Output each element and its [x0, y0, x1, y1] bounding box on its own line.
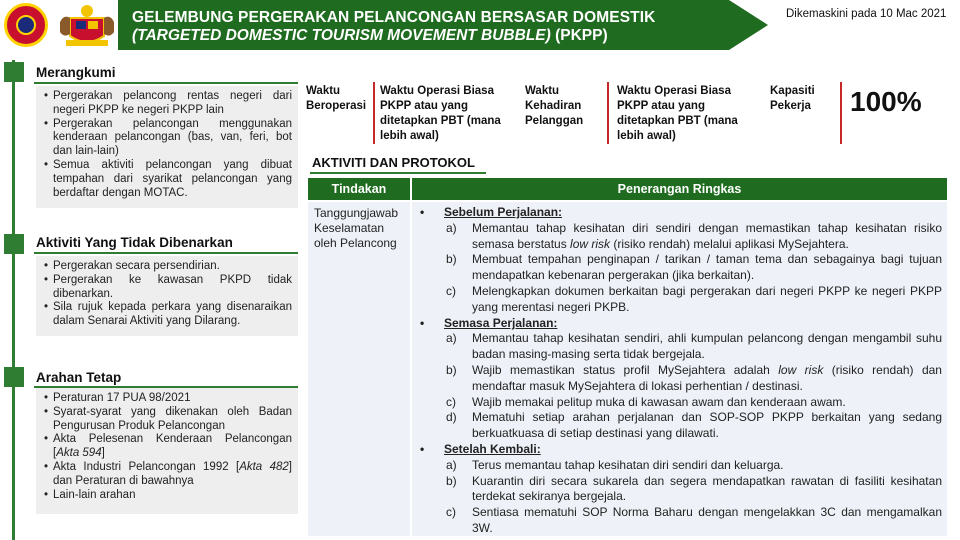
info-separator: [840, 82, 842, 144]
order-text: ] dan Peraturan di bawahnya: [53, 460, 292, 487]
table-header-action: Tindakan: [308, 178, 410, 200]
prohibited-item: • Sila rujuk kepada perkara yang disenaraikan dalam Senarai Aktiviti yang Dilarang.: [44, 301, 292, 329]
protocol-item: [418, 505, 942, 537]
protocol-item-text: Memantau tahap kesihatan diri sendiri dengan memastikan tahap kesihatan risiko semasa berstatus: [472, 220, 942, 251]
page-title: GELEMBUNG PERGERAKAN PELANCONGAN BERSASAR DOMESTIK: [132, 9, 656, 26]
protocol-item: [418, 252, 942, 284]
orders-box: [36, 388, 298, 514]
order-text: Akta Pelesenan Kenderaan Pelancongan [: [53, 433, 292, 460]
order-item: [44, 433, 292, 461]
summary-item: • Pergerakan pelancong rentas negeri dari negeri PKPP ke negeri PKPP lain: [44, 90, 292, 118]
protocol-item-text: Membuat tempahan penginapan / tarikan / taman tema dan sebagainya bagi tujuan mendapatkan kebenaran pergerakan (jika berkaitan).: [472, 252, 942, 283]
protocol-group-title: • Semasa Perjalanan:: [418, 316, 942, 332]
prohibited-box: [36, 256, 298, 336]
section-marker: [4, 62, 24, 82]
protocol-item-label: a): [446, 220, 457, 235]
order-text: Lain-lain arahan: [53, 488, 136, 501]
protocol-item-text: Wajib memakai pelitup muka di kawasan awam dan kenderaan awam.: [472, 394, 846, 409]
order-text: Peraturan 17 PUA 98/2021: [53, 392, 191, 404]
order-text: Akta Industri Pelancongan 1992 [: [53, 460, 240, 473]
header: [0, 0, 960, 52]
prohibited-item: • Pergerakan secara persendirian.: [44, 260, 292, 274]
protocol-item-emphasis: low risk: [570, 236, 611, 251]
timeline-line: [12, 60, 15, 540]
order-text: ]: [101, 447, 105, 460]
section-divider: [34, 82, 298, 84]
order-item: [44, 406, 292, 434]
protocol-item-text: Sentiasa mematuhi SOP Norma Baharu dengan mengelakkan 3C dan mengamalkan 3W.: [472, 505, 942, 535]
description-content: [418, 205, 942, 537]
info-capacity-label: Kapasiti Pekerja: [770, 85, 815, 112]
page-subtitle: (TARGETED DOMESTIC TOURISM MOVEMENT BUBBLE) (PKPP): [132, 27, 608, 44]
info-customer-hours-label: Waktu Kehadiran Pelanggan: [525, 85, 584, 127]
table-cell-action: [308, 202, 410, 536]
summary-item: • Semua aktiviti pelancongan yang dibuat tempahan dari syarikat pelancongan yang berdaftar dengan MOTAC.: [44, 159, 292, 200]
protocol-item-text: Wajib memastikan status profil MySejahtera adalah: [472, 362, 779, 377]
protocol-item: [418, 284, 942, 316]
heading-underline: [310, 172, 486, 174]
protocol-item-text: Mematuhi setiap arahan perjalanan dan SOP-SOP PKPP berkaitan yang sedang berkuatkuasa di setiap destinasi yang dilawati.: [472, 410, 942, 441]
info-separator: [607, 82, 609, 144]
protocol-item: [418, 331, 942, 363]
section-marker: [4, 234, 24, 254]
section-divider: [34, 252, 298, 254]
protocol-item-label: c): [446, 394, 456, 409]
summary-title: Merangkumi: [36, 65, 116, 80]
protocol-item-label: b): [446, 362, 457, 377]
protocol-item: [418, 474, 942, 506]
protocol-item-emphasis: low risk: [778, 362, 824, 377]
summary-box: [36, 86, 298, 208]
coat-of-arms-icon: [56, 2, 118, 48]
protocol-item-label: a): [446, 457, 457, 472]
ministry-logo-icon: [4, 3, 48, 47]
protocol-item-label: b): [446, 473, 457, 488]
updated-date: Dikemaskini pada 10 Mac 2021: [786, 8, 947, 20]
protocol-item-text: Kuarantin diri secara sukarela dan segera mendapatkan rawatan di fasiliti kesihatan terdekat sekiranya bergejala.: [472, 473, 942, 504]
action-text: Tanggungjawab Keselamatan oleh Pelancong: [314, 206, 399, 250]
protocol-item: [418, 395, 942, 411]
info-customer-hours-value: Waktu Operasi Biasa PKPP atau yang ditetapkan PBT (mana lebih awal): [617, 85, 738, 142]
protocol-item: [418, 458, 942, 474]
protocol-item-text: Melengkapkan dokumen berkaitan bagi pergerakan dari negeri PKPP ke negeri PKPP yang merentasi negeri PKPB.: [472, 283, 942, 314]
prohibited-item: • Pergerakan ke kawasan PKPD tidak dibenarkan.: [44, 274, 292, 302]
order-item: [44, 392, 292, 406]
order-text: Syarat-syarat yang dikenakan oleh Badan Pengurusan Produk Pelancongan: [53, 405, 292, 432]
protocol-item: [418, 410, 942, 442]
section-marker: [4, 367, 24, 387]
summary-item: • Pergerakan pelancongan menggunakan kenderaan pelancongan (bas, van, feri, bot dan lain-lain): [44, 118, 292, 159]
protocol-item-label: d): [446, 410, 457, 425]
protocol-item-text: (risiko rendah) dan mendaftar masuk MySejahtera di lokasi perhentian / destinasi.: [472, 362, 942, 393]
protocol-item-label: c): [446, 505, 456, 520]
order-act: Akta 594: [56, 447, 102, 460]
protocol-item-label: a): [446, 331, 457, 346]
order-item: [44, 461, 292, 489]
info-operating-hours-label: Waktu Beroperasi: [306, 85, 367, 112]
protocol-group-title: • Setelah Kembali:: [418, 442, 942, 458]
protocol-group-title: • Sebelum Perjalanan:: [418, 205, 942, 221]
info-operating-hours-value: Waktu Operasi Biasa PKPP atau yang ditetapkan PBT (mana lebih awal): [380, 85, 501, 142]
protocol-item-label: c): [446, 283, 456, 298]
protocol-item-label: b): [446, 252, 457, 267]
capacity-value: 100%: [850, 86, 922, 117]
protocol-item: [418, 363, 942, 395]
protocol-item-text: Terus memantau tahap kesihatan diri sendiri dan keluarga.: [472, 457, 784, 472]
info-separator: [373, 82, 375, 144]
order-item: [44, 489, 292, 503]
order-act: Akta 482: [239, 460, 289, 473]
protocol-item: [418, 221, 942, 253]
protocol-item-text: Memantau tahap kesihatan sendiri, ahli kumpulan pelancong dengan mengambil suhu badan masing-masing serta tidak bergejala.: [472, 331, 942, 362]
orders-title: Arahan Tetap: [36, 370, 122, 385]
prohibited-title: Aktiviti Yang Tidak Dibenarkan: [36, 235, 233, 250]
table-header-description: Penerangan Ringkas: [412, 178, 947, 200]
protocol-item-text: (risiko rendah) melalui aplikasi MySejahtera.: [610, 236, 849, 251]
activities-heading: AKTIVITI DAN PROTOKOL: [312, 155, 475, 170]
